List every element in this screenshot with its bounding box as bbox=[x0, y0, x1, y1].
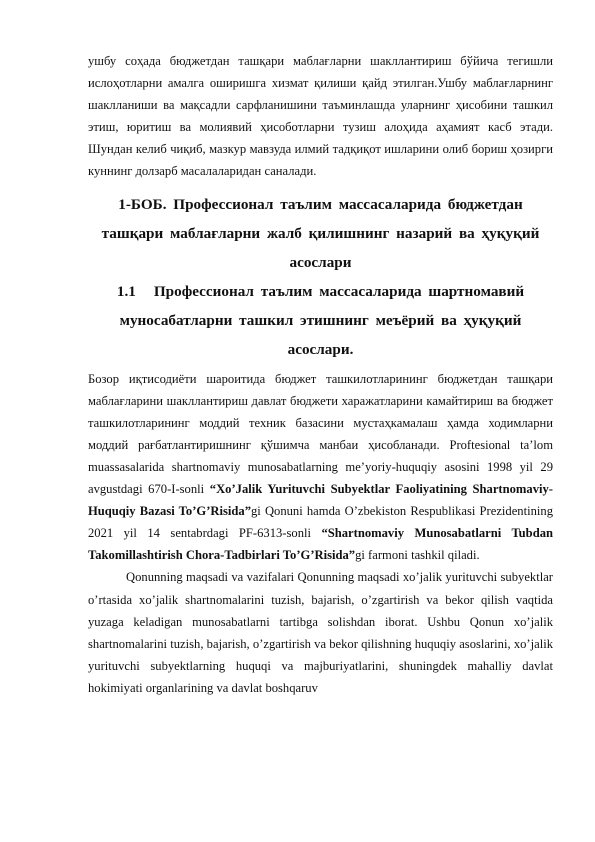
paragraph-law-purpose: Qonunning maqsadi va vazifalari Qonunning maqsadi xo’jalik yurituvchi subyektlar o’rtasida xo’jalik shartnomalarini tuzish, bajarish, o’zgartirish va bekor qilish vaqtida yuzaga keladigan munosabatlarni tartibga solishdan iborat. Ushbu Qonun xo’jalik shartnomalarini tuzish, bajarish, o’zgartirish va bekor qilishning huquqiy asoslarini, xo’jalik yurituvchi subyektlarning huquqi va majburiyatlarini, shuningdek mahalliy davlat hokimiyati organlarining va davlat boshqaruv bbox=[88, 570, 553, 695]
section-title: Профессионал таълим массасаларида шартномавий муносабатларни ташкил этишнинг меъёрий ва ҳуқуқий асослари. bbox=[119, 282, 525, 358]
chapter-heading: 1-БОБ. Профессионал таълим массасаларида бюджетдан ташқари маблағларни жалб қилишнинг назарий ва ҳуқуқий асослари bbox=[101, 195, 540, 271]
decree-title: “Shartnomaviy Munosabatlarni Tubdan Takomillashtirish Chora-Tadbirlari To’G’Risida” bbox=[88, 526, 553, 563]
intro-paragraph: ушбу соҳада бюджетдан ташқари маблағларни шакллантириш бўйича тегишли ислоҳотларни амалга оширишга хизмат қилиши қайд этилган.Ушбу маблағларнинг шаклланиши ва мақсадли сарфланишини таъминлашда уларнинг ҳисобини ташкил этиш, юритиш ва молиявий ҳисоботларни тузиш алоҳида аҳамият касб этади. Шундан келиб чиқиб, мазкур мавзуда илмий тадқиқот ишларини олиб бориш ҳозирги куннинг долзарб масалаларидан саналади. bbox=[88, 54, 553, 179]
section-heading bbox=[88, 277, 553, 364]
law-title: “Xo’Jalik Yurituvchi Subyektlar Faoliyatining Shartnomaviy-Huquqiy Bazasi To’G’Risida” bbox=[88, 482, 553, 519]
paragraph-legal-basis bbox=[88, 368, 553, 567]
paragraph-text: Бозор иқтисодиёти шароитида бюджет ташкилотларининг бюджетдан ташқари маблағларини шакллантириш давлат бюджети харажатларини камайтириш ва бюджет ташкилотларининг моддий техник базасини мустаҳкамалаш ҳамда ходимларни моддий рағбатлантиришнинг қўшимча манбаи ҳисобланади. Proftesional ta’lom muassasalarida shartnomaviy munosabatlarning me’yoriy-huquqiy asosini 1998 yil 29 avgustdagi 670-I-sonli bbox=[88, 371, 553, 497]
paragraph-text: gi farmoni tashkil qiladi. bbox=[355, 548, 480, 563]
section-number: 1.1 bbox=[116, 282, 136, 300]
paragraph-text: gi Qonuni hamda O’zbekiston Respublikasi Prezidentining 2021 yil 14 sentabrdagi PF-6313-sonli bbox=[88, 504, 553, 541]
